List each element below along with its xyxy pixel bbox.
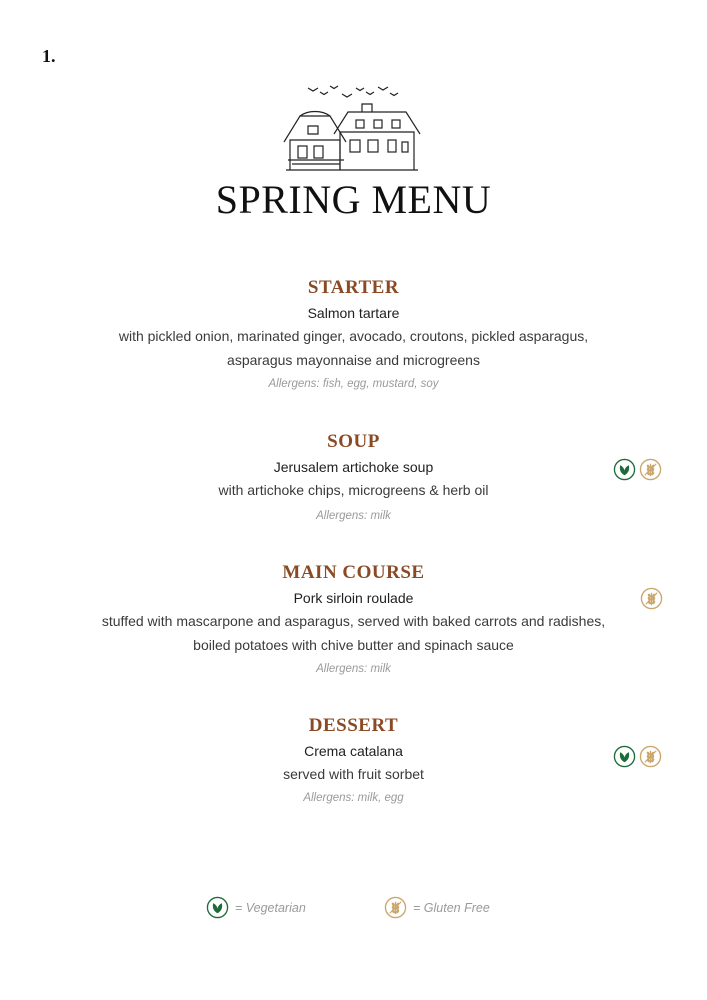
- dish-description-line: with pickled onion, marinated ginger, avocado, croutons, pickled asparagus,: [118, 328, 589, 344]
- menu-section-soup: [0, 430, 707, 526]
- dish-description-line: served with fruit sorbet: [283, 766, 424, 782]
- dietary-icons: [613, 745, 662, 768]
- gluten-free-icon: [639, 458, 662, 481]
- course-heading: STARTER: [307, 277, 400, 298]
- dish-description-line: asparagus mayonnaise and microgreens: [227, 352, 480, 368]
- vegetarian-icon: [613, 745, 636, 768]
- legend-vegetarian: [206, 896, 306, 919]
- dish-name: Pork sirloin roulade: [293, 590, 414, 606]
- dish-name: Jerusalem artichoke soup: [273, 459, 434, 475]
- menu-section-dessert: [0, 714, 707, 808]
- dietary-icons: [613, 458, 662, 481]
- allergens-text: Allergens: fish, egg, mustard, soy: [268, 378, 439, 390]
- house-with-birds-logo: [278, 82, 426, 174]
- dietary-icons: [640, 587, 663, 610]
- allergens-text: Allergens: milk, egg: [303, 792, 404, 804]
- course-heading: SOUP: [327, 431, 380, 452]
- legend-gluten-free: [384, 896, 490, 919]
- gluten-free-icon: [639, 745, 662, 768]
- gluten-free-icon: [640, 587, 663, 610]
- menu-title: SPRING MENU: [215, 177, 492, 222]
- allergens-text: Allergens: milk: [316, 663, 391, 675]
- vegetarian-icon: [613, 458, 636, 481]
- allergens-text: Allergens: milk: [316, 510, 391, 522]
- dish-description-line: with artichoke chips, microgreens & herb oil: [218, 482, 489, 498]
- page-number: 1.: [42, 46, 56, 66]
- gluten-free-icon: [384, 896, 407, 919]
- vegetarian-icon: [206, 896, 229, 919]
- dish-description-line: stuffed with mascarpone and asparagus, served with baked carrots and radishes,: [101, 613, 606, 629]
- menu-section-starter: [0, 276, 707, 394]
- dish-description-line: boiled potatoes with chive butter and spinach sauce: [193, 637, 514, 653]
- course-heading: DESSERT: [308, 715, 399, 736]
- dish-name: Salmon tartare: [307, 305, 400, 321]
- legend-vegetarian-label: = Vegetarian: [235, 900, 306, 915]
- legend-gluten-free-label: = Gluten Free: [413, 900, 490, 915]
- course-heading: MAIN COURSE: [282, 562, 425, 583]
- menu-section-main-course: [0, 561, 707, 679]
- dish-name: Crema catalana: [304, 743, 403, 759]
